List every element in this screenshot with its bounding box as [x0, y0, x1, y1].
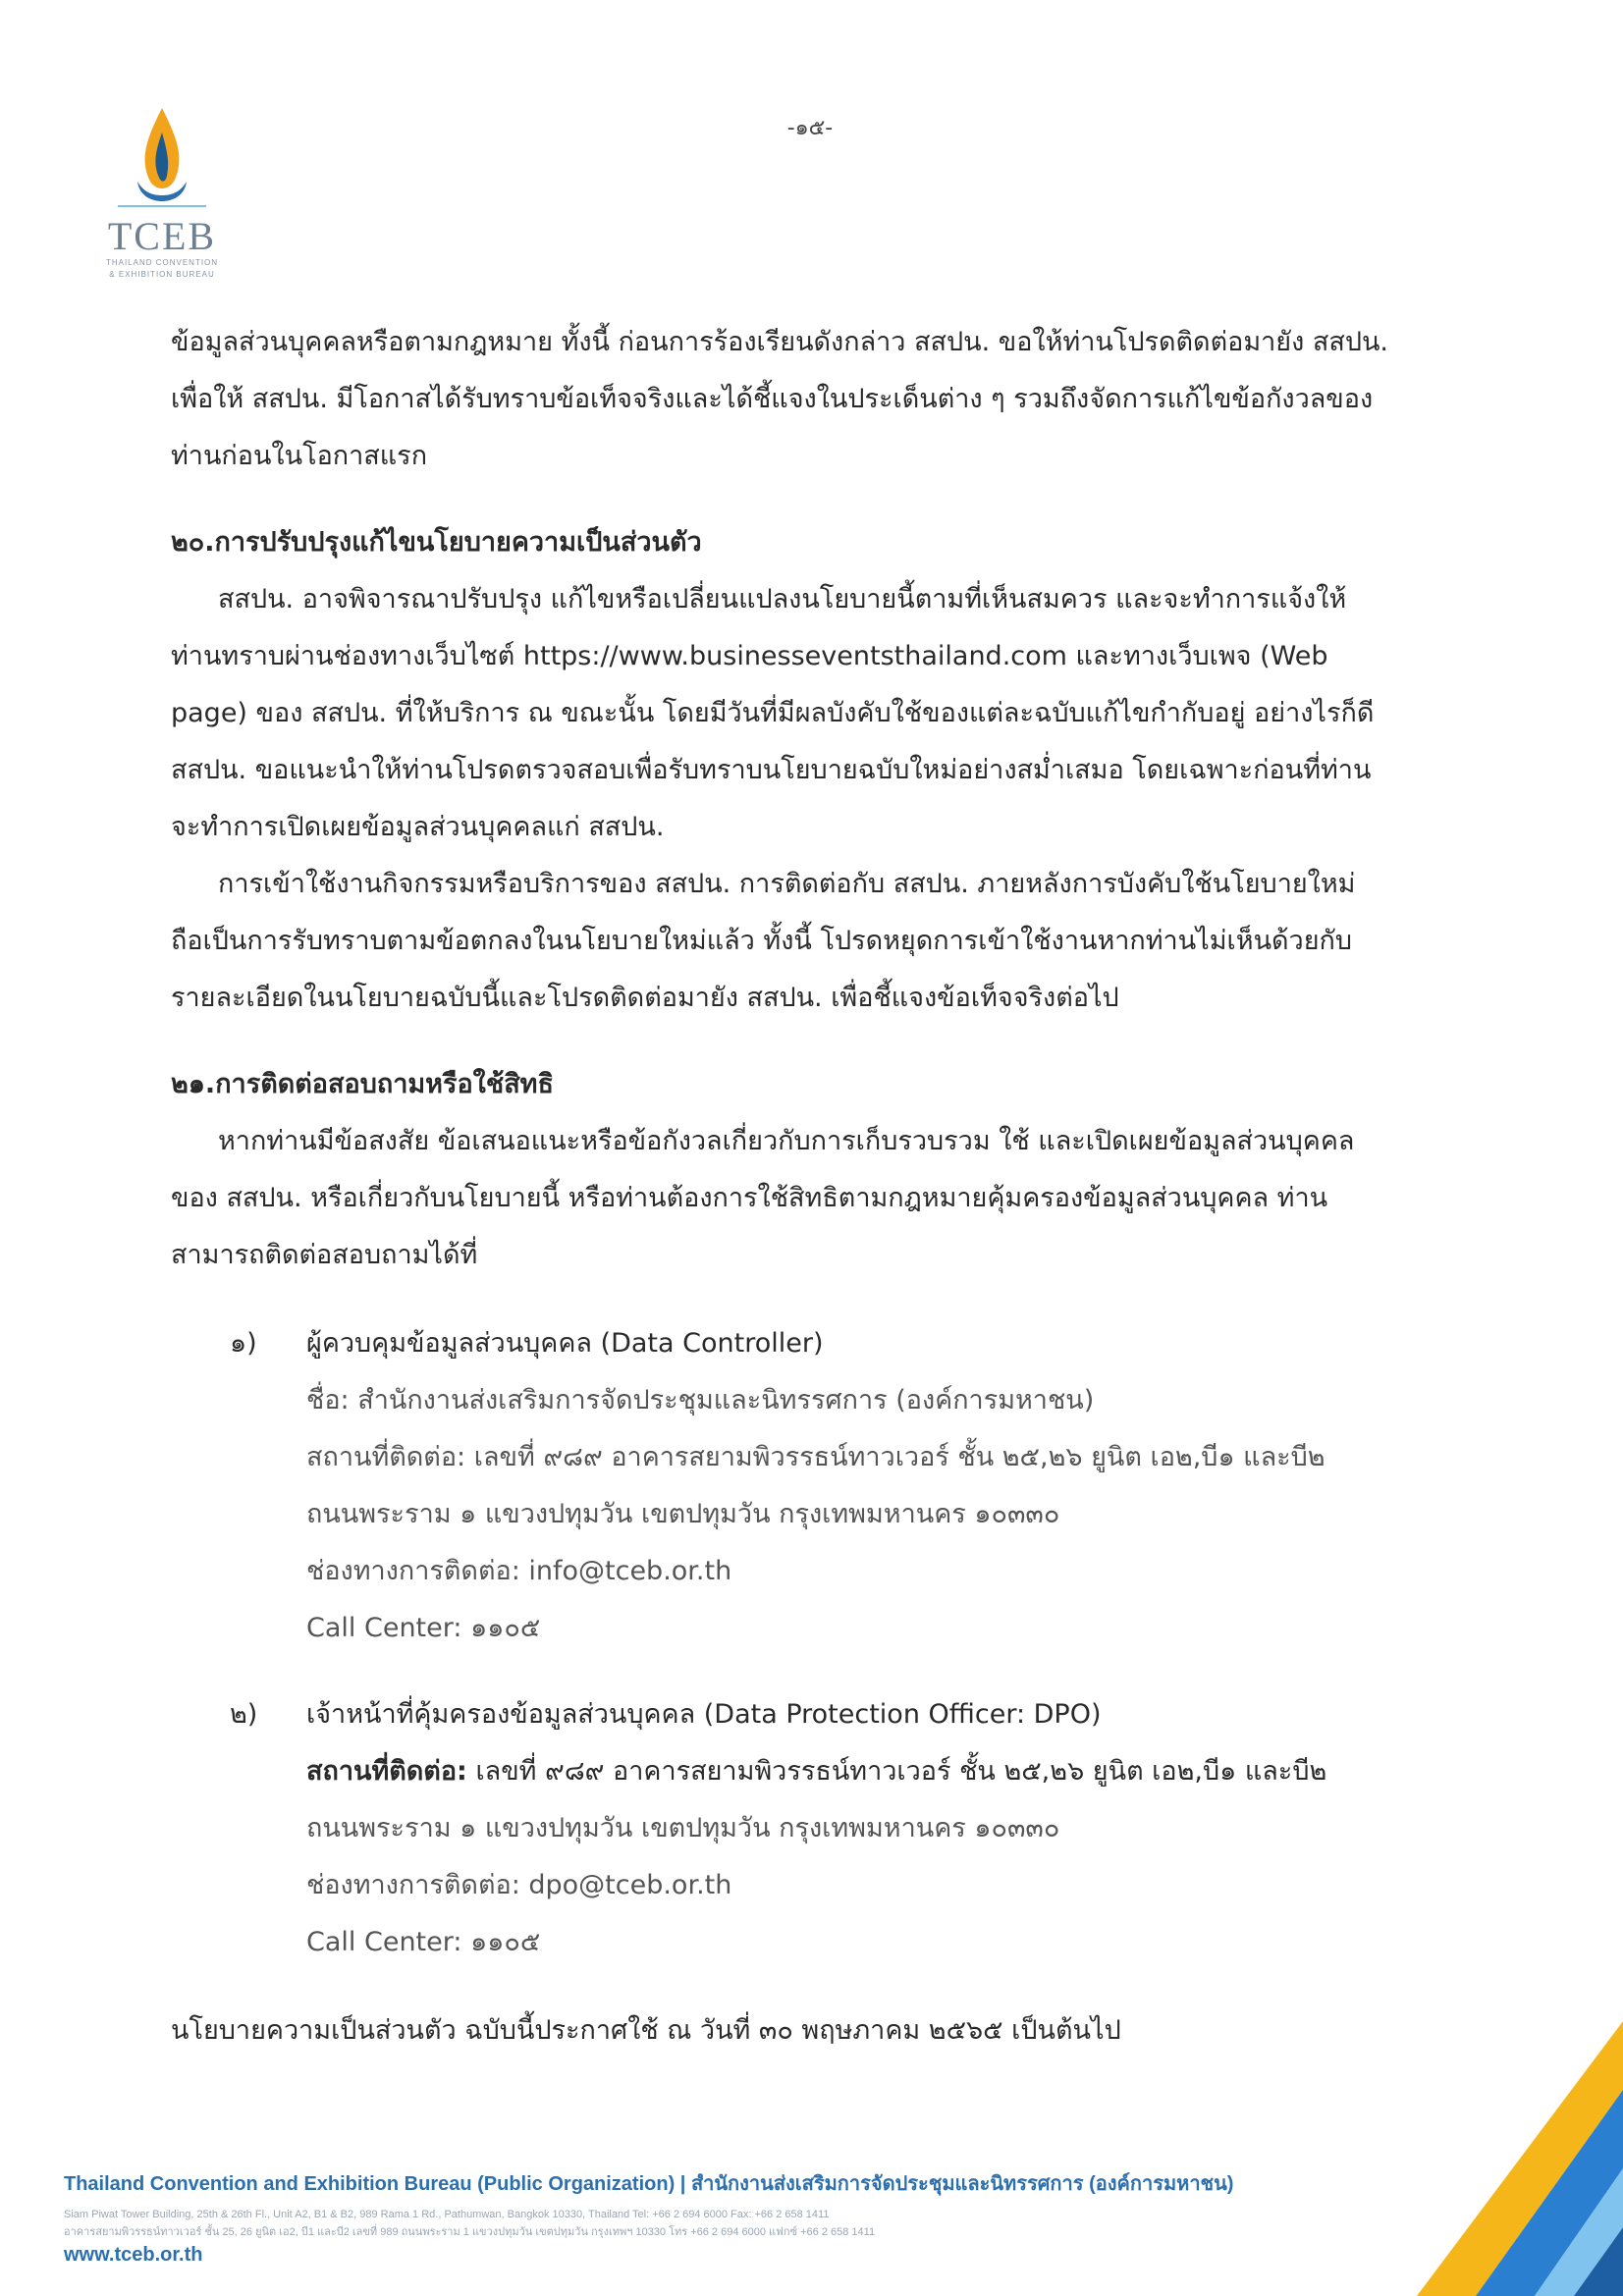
paragraph-line: ของ สสปน. หรือเกี่ยวกับนโยบายนี้ หรือท่านต้องการใช้สิทธิตามกฎหมายคุ้มครองข้อมูลส่วนบุคคล ท่าน	[171, 1183, 1328, 1213]
paragraph-line: ข้อมูลส่วนบุคคลหรือตามกฎหมาย ทั้งนี้ ก่อนการร้องเรียนดังกล่าว สสปน. ขอให้ท่านโปรดติดต่อมายัง สสปน.	[171, 327, 1389, 357]
logo-subtitle: THAILAND CONVENTION	[105, 258, 219, 267]
flame-logo-icon	[79, 103, 245, 211]
paragraph-line: page) ของ สสปน. ที่ให้บริการ ณ ขณะนั้น โดยมีวันที่มีผลบังคับใช้ของแต่ละฉบับแก้ไขกำกับอยู่ อย่างไรก็ดี	[171, 698, 1375, 728]
paragraph-line: รายละเอียดในนโยบายฉบับนี้และโปรดติดต่อมายัง สสปน. เพื่อชี้แจงข้อเท็จจริงต่อไป	[171, 983, 1119, 1013]
address-label: สถานที่ติดต่อ:	[306, 1756, 467, 1787]
contact-email: ช่องทางการติดต่อ: info@tceb.or.th	[306, 1556, 732, 1586]
paragraph-line: การเข้าใช้งานกิจกรรมหรือบริการของ สสปน. การติดต่อกับ สสปน. ภายหลังการบังคับใช้นโยบายใหม่	[218, 869, 1356, 899]
paragraph-line: ท่านก่อนในโอกาสแรก	[171, 441, 428, 471]
footer-address-th: อาคารสยามพิวรรธน์ทาวเวอร์ ชั้น 25, 26 ยูนิต เอ2, บี1 และบี2 เลขที่ 989 ถนนพระราม 1 แขวงปทุมวัน เขตปทุมวัน กรุงเทพฯ 10330 โทร +66 2 694 6000 แฟกซ์ +66 2 658 1411	[64, 2226, 876, 2238]
paragraph-line: สสปน. อาจพิจารณาปรับปรุง แก้ไขหรือเปลี่ยนแปลงนโยบายนี้ตามที่เห็นสมควร และจะทำการแจ้งให้	[218, 584, 1347, 614]
contact-address: ถนนพระราม ๑ แขวงปทุมวัน เขตปทุมวัน กรุงเทพมหานคร ๑๐๓๓๐	[306, 1813, 1060, 1843]
contact-item-title	[171, 1315, 1408, 1372]
contact-email: ช่องทางการติดต่อ: dpo@tceb.or.th	[306, 1870, 732, 1900]
item-number: ๒)	[230, 1699, 258, 1730]
paragraph-line: สสปน. ขอแนะนำให้ท่านโปรดตรวจสอบเพื่อรับทราบนโยบายฉบับใหม่อย่างสม่ำเสมอ โดยเฉพาะก่อนที่ท่าน	[171, 755, 1372, 785]
item-title-text: เจ้าหน้าที่คุ้มครองข้อมูลส่วนบุคคล (Data Protection Officer: DPO)	[306, 1699, 1102, 1730]
contact-call-center: Call Center: ๑๑๐๕	[306, 1613, 541, 1643]
page-number: -๑๕-	[786, 116, 834, 140]
section-heading: ๒๐.การปรับปรุงแก้ไขนโยบายความเป็นส่วนตัว	[171, 527, 702, 558]
corner-decoration-icon	[1417, 1982, 1623, 2296]
item-number: ๑)	[230, 1328, 257, 1359]
contact-item-title	[171, 1686, 1408, 1743]
paragraph-line: จะทำการเปิดเผยข้อมูลส่วนบุคคลแก่ สสปน.	[171, 812, 665, 842]
logo-wordmark: TCEB	[107, 214, 217, 258]
footer-organization: Thailand Convention and Exhibition Bureau (Public Organization) | สำนักงานส่งเสริมการจัดประชุมและนิทรรศการ (องค์การมหาชน)	[64, 2173, 1234, 2195]
contact-address	[171, 1743, 1408, 1800]
contact-call-center: Call Center: ๑๑๐๕	[306, 1927, 541, 1957]
footer-website-link[interactable]: www.tceb.or.th	[64, 2244, 203, 2266]
paragraph-line: สามารถติดต่อสอบถามได้ที่	[171, 1240, 478, 1270]
contact-name: ชื่อ: สำนักงานส่งเสริมการจัดประชุมและนิทรรศการ (องค์การมหาชน)	[306, 1385, 1095, 1415]
contact-address: สถานที่ติดต่อ: เลขที่ ๙๘๙ อาคารสยามพิวรรธน์ทาวเวอร์ ชั้น ๒๕,๒๖ ยูนิต เอ๒,บี๑ และบี๒	[306, 1442, 1325, 1472]
document-body	[171, 314, 1408, 2059]
footer-address-en: Siam Piwat Tower Building, 25th & 26th Fl., Unit A2, B1 & B2, 989 Rama 1 Rd., Pathumwan, Bangkok 10330, Thailand Tel: +66 2 694 6000 Fax: +66 2 658 1411	[64, 2209, 830, 2220]
paragraph-line: ท่านทราบผ่านช่องทางเว็บไซต์ https://www.businesseventsthailand.com และทางเว็บเพจ (Web	[171, 641, 1328, 671]
tceb-logo	[79, 103, 245, 290]
paragraph-line: ถือเป็นการรับทราบตามข้อตกลงในนโยบายใหม่แล้ว ทั้งนี้ โปรดหยุดการเข้าใช้งานหากท่านไม่เห็นด้วยกับ	[171, 926, 1353, 956]
paragraph-line: หากท่านมีข้อสงสัย ข้อเสนอแนะหรือข้อกังวลเกี่ยวกับการเก็บรวบรวม ใช้ และเปิดเผยข้อมูลส่วนบุคคล	[218, 1126, 1355, 1156]
address-text: เลขที่ ๙๘๙ อาคารสยามพิวรรธน์ทาวเวอร์ ชั้น ๒๕,๒๖ ยูนิต เอ๒,บี๑ และบี๒	[466, 1756, 1327, 1787]
closing-statement: นโยบายความเป็นส่วนตัว ฉบับนี้ประกาศใช้ ณ วันที่ ๓๐ พฤษภาคม ๒๕๖๕ เป็นต้นไป	[171, 2015, 1121, 2046]
paragraph-line: เพื่อให้ สสปน. มีโอกาสได้รับทราบข้อเท็จจริงและได้ชี้แจงในประเด็นต่าง ๆ รวมถึงจัดการแก้ไขข้อกังวลของ	[171, 384, 1374, 414]
logo-subtitle: & EXHIBITION BUREAU	[109, 270, 215, 279]
contact-address: ถนนพระราม ๑ แขวงปทุมวัน เขตปทุมวัน กรุงเทพมหานคร ๑๐๓๓๐	[306, 1499, 1060, 1529]
section-heading: ๒๑.การติดต่อสอบถามหรือใช้สิทธิ	[171, 1069, 554, 1099]
item-title-text: ผู้ควบคุมข้อมูลส่วนบุคคล (Data Controller)	[306, 1328, 824, 1359]
footer	[64, 2167, 1330, 2267]
